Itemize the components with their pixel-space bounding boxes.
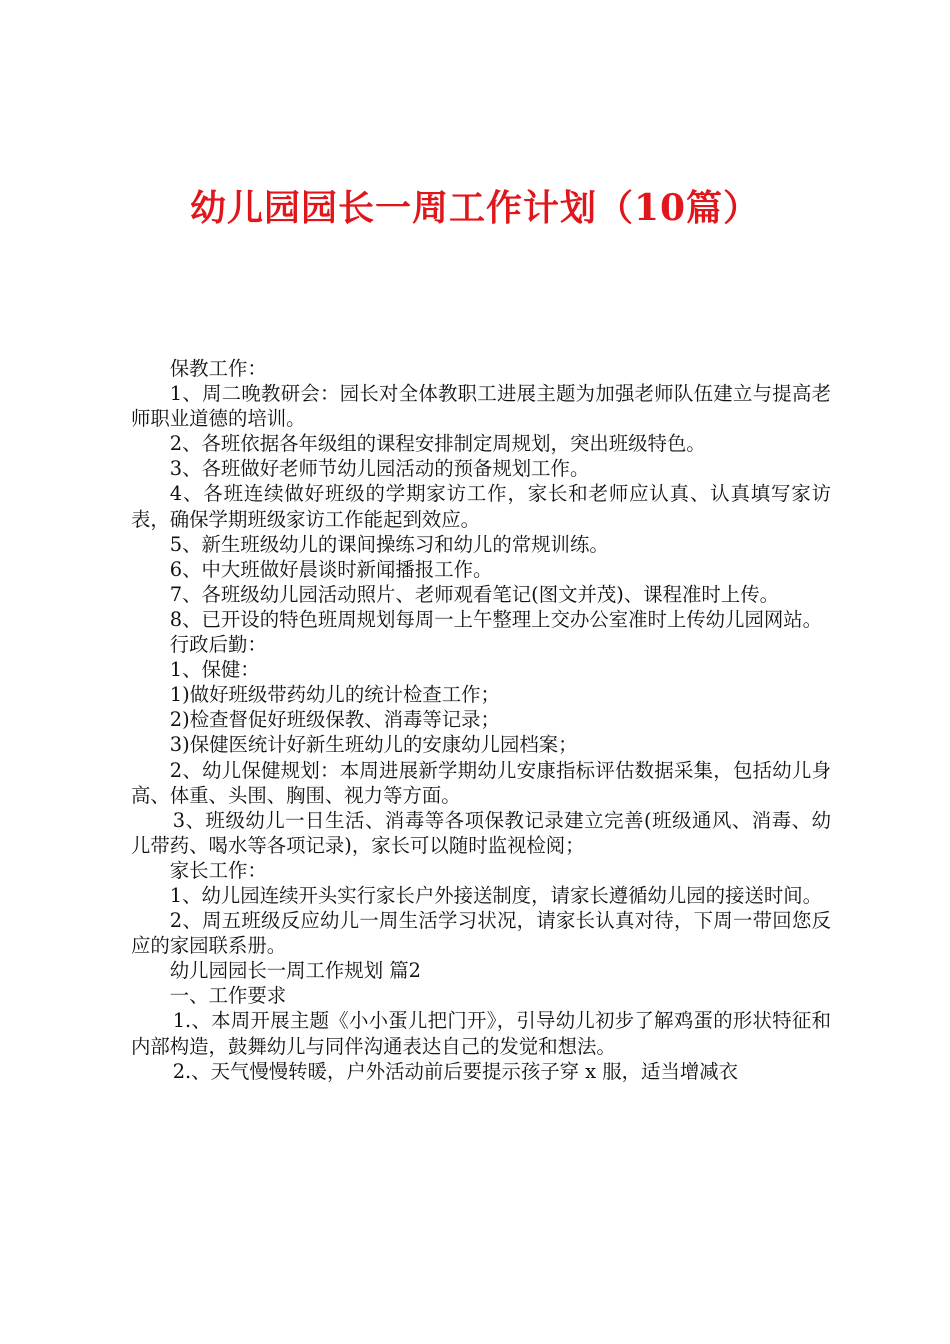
paragraph: 5、新生班级幼儿的课间操练习和幼儿的常规训练。 [169,532,609,556]
paragraph: 1.、本周开展主题《小小蛋儿把门开》，引导幼儿初步了解鸡蛋的形状特征和内部构造，鼓舞幼儿与同伴沟通表达自己的发觉和想法。 [131,1009,831,1058]
section-heading-requirements: 一、工作要求 [169,984,287,1008]
section-heading-teaching: 保教工作： [169,357,267,380]
paragraph: 3)保健医统计好新生班幼儿的安康幼儿园档案； [169,733,578,757]
paragraph: 7、各班级幼儿园活动照片、老师观看笔记(图文并茂)、课程准时上传。 [169,582,779,606]
paragraph: 6、中大班做好晨谈时新闻播报工作。 [169,557,493,581]
paragraph: 2.、天气慢慢转暖，户外活动前后要提示孩子穿 x 服，适当增减衣 [172,1059,739,1083]
subtitle-part-2: 幼儿园园长一周工作规划 篇2 [169,959,421,983]
section-heading-parents: 家长工作： [169,858,267,882]
paragraph: 8、已开设的特色班周规划每周一上午整理上交办公室准时上传幼儿园网站。 [169,607,823,631]
paragraph: 3、各班做好老师节幼儿园活动的预备规划工作。 [169,457,590,481]
paragraph: 2、幼儿保健规划：本周进展新学期幼儿安康指标评估数据采集，包括幼儿身高、体重、头围、胸围、视力等方面。 [131,758,831,807]
paragraph: 1、保健： [169,658,260,682]
paragraph: 1)做好班级带药幼儿的统计检查工作； [169,683,500,707]
paragraph: 2、各班依据各年级组的课程安排制定周规划，突出班级特色。 [169,432,706,456]
section-heading-admin: 行政后勤： [169,633,267,657]
paragraph: 2)检查督促好班级保教、消毒等记录； [169,708,500,732]
document-body [131,356,831,1084]
paragraph: 3、班级幼儿一日生活、消毒等各项保教记录建立完善(班级通风、消毒、幼儿带药、喝水等各项记录)，家长可以随时监视检阅； [131,808,831,857]
paragraph: 4、各班连续做好班级的学期家访工作，家长和老师应认真、认真填写家访表，确保学期班级家访工作能起到效应。 [131,482,831,531]
paragraph: 2、周五班级反应幼儿一周生活学习状况，请家长认真对待，下周一带回您反应的家园联系册。 [131,909,831,958]
paragraph: 1、幼儿园连续开头实行家长户外接送制度，请家长遵循幼儿园的接送时间。 [169,883,823,907]
paragraph: 1、周二晚教研会：园长对全体教职工进展主题为加强老师队伍建立与提高老师职业道德的培训。 [131,382,831,431]
document-title: 幼儿园园长一周工作计划（10篇） [189,187,761,229]
